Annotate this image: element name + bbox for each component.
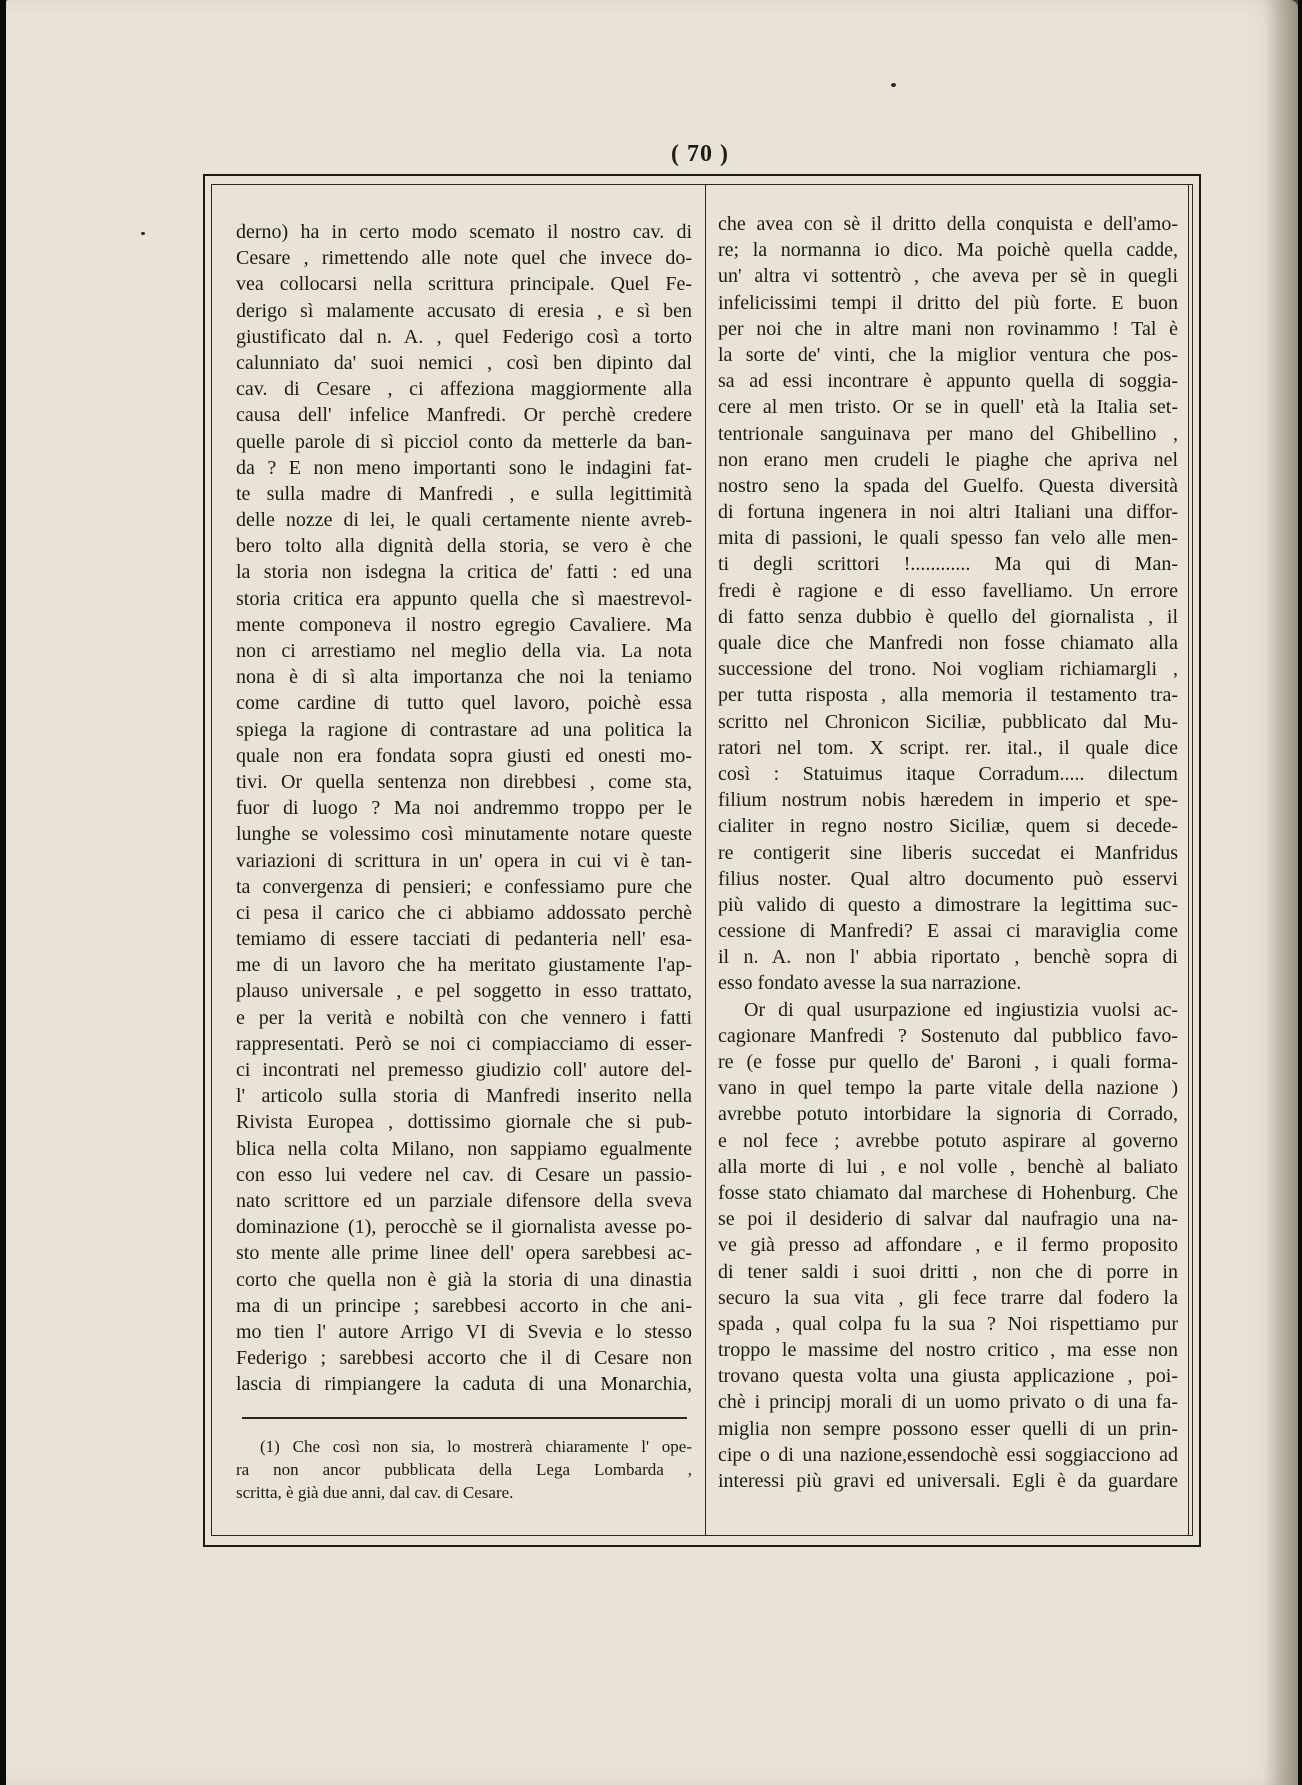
- text-line: trovano questa volta una giusta applicazione , poi-: [718, 1365, 1178, 1388]
- text-line: blica nella colta Milano, non sappiamo egualmente: [236, 1137, 692, 1160]
- text-line: ve già presso ad affondare , e il fermo proposito: [718, 1234, 1178, 1257]
- text-line: sa ad essi incontrare è appunto quella di soggia-: [718, 370, 1178, 393]
- text-line: me di un lavoro che ha meritato giustamente l'ap-: [236, 954, 692, 977]
- text-line: lascia di rimpiangere la caduta di una Monarchia,: [236, 1373, 692, 1396]
- text-line: ta convergenza di pensieri; e confessiamo pure che: [236, 875, 692, 898]
- text-line: cipe o di una nazione,essendochè essi soggiacciono ad: [718, 1443, 1178, 1466]
- text-line: cialiter in regno nostro Siciliæ, quem si decede-: [718, 815, 1178, 838]
- text-line: Or di qual usurpazione ed ingiustizia vuolsi ac-: [744, 998, 1178, 1021]
- text-line: ra non ancor pubblicata della Lega Lombarda ,: [236, 1459, 692, 1479]
- text-line: infelicissimi tempi il dritto del più forte. E buon: [718, 291, 1178, 314]
- footnote: [236, 1436, 692, 1504]
- text-line: mente componeva il nostro egregio Cavaliere. Ma: [236, 613, 692, 636]
- right-frame-rule: [1188, 184, 1189, 1536]
- text-line: plauso universale , e pel soggetto in esso trattato,: [236, 980, 692, 1003]
- text-line: storia critica era appunto quella che sì maestrevol-: [236, 587, 692, 610]
- text-line: re (e fosse pur quello de' Baroni , i quali forma-: [718, 1051, 1178, 1073]
- text-line: mo tien l' autore Arrigo VI di Svevia e lo stesso: [236, 1320, 692, 1343]
- text-line: il n. A. non l' abbia riportato , benchè sopra di: [718, 946, 1178, 969]
- column-divider: [705, 184, 706, 1536]
- text-line: filius noster. Qual altro documento può esservi: [718, 867, 1178, 890]
- text-line: l' articolo sulla storia di Manfredi inserito nella: [236, 1085, 692, 1108]
- text-line: mita di passioni, le quali spesso fan velo alle men-: [718, 527, 1178, 550]
- text-line: un' altra vi sottentrò , che aveva per sè in quegli: [718, 265, 1178, 288]
- text-line: calunniato da' suoi nemici , così ben dipinto dal: [236, 351, 692, 374]
- text-line: fuor di luogo ? Ma noi andremmo troppo per le: [236, 797, 692, 820]
- text-line: delle nozze di lei, le quali certamente niente avreb-: [236, 509, 692, 532]
- footnote-separator: [242, 1417, 687, 1419]
- text-line: avrebbe potuto intorbidare la signoria di Corrado,: [718, 1103, 1178, 1126]
- text-line: ci incontrati nel premesso giudizio coll' autore del-: [236, 1059, 692, 1081]
- ink-speck: [141, 232, 145, 235]
- text-line: fosse stato chiamato dal marchese di Hohenburg. Che: [718, 1181, 1178, 1204]
- text-line: lunghe se volessimo così minutamente notare queste: [236, 823, 692, 846]
- text-line: di fatto senza dubbio è quello del giornalista , il: [718, 605, 1178, 628]
- text-line: chè i principj morali di un uomo privato o di una fa-: [718, 1391, 1178, 1414]
- text-line: se poi il desiderio di salvar dal naufragio una na-: [718, 1208, 1178, 1231]
- text-line: successione del trono. Noi vogliam richiamargli ,: [718, 658, 1178, 681]
- text-line: cagionare Manfredi ? Sostenuto dal pubblico favo-: [718, 1024, 1178, 1047]
- text-line: derno) ha in certo modo scemato il nostro cav. di: [236, 221, 692, 243]
- text-line: dominazione (1), perocchè se il giornalista avesse po-: [236, 1216, 692, 1239]
- text-line: la storia non isdegna la critica de' fatti : ed una: [236, 561, 692, 584]
- text-line: causa dell' infelice Manfredi. Or perchè credere: [236, 404, 692, 427]
- text-line: che avea con sè il dritto della conquista e dell'amo-: [718, 213, 1178, 235]
- text-line: non ci arrestiamo nel meglio della via. La nota: [236, 640, 692, 662]
- text-line: scritta, è già due anni, dal cav. di Cesare.: [236, 1482, 514, 1502]
- text-line: cav. di Cesare , ci affeziona maggiormente alla: [236, 378, 692, 401]
- text-line: vano in quel tempo la parte vitale della nazione ): [718, 1077, 1178, 1100]
- text-line: nona è di sì alta importanza che noi la teniamo: [236, 666, 692, 689]
- text-line: più valido di questo a dimostrare la legittima suc-: [718, 893, 1178, 916]
- text-line: così : Statuimus itaque Corradum..... dilectum: [718, 762, 1178, 785]
- text-line: con esso lui vedere nel cav. di Cesare un passio-: [236, 1163, 692, 1186]
- text-line: re contigerit sine liberis succedat ei Manfridus: [718, 841, 1178, 864]
- text-line: Rivista Europea , dottissimo giornale che si pub-: [236, 1111, 692, 1134]
- text-line: di tener saldi i suoi dritti , non che di porre in: [718, 1260, 1178, 1283]
- text-line: rappresentati. Però se noi ci compiacciamo di esser-: [236, 1032, 692, 1055]
- text-line: tentrionale sanguinava per mano del Ghibellino ,: [718, 422, 1178, 445]
- text-line: fredi è ragione e di esso favelliamo. Un errore: [718, 579, 1178, 602]
- text-line: re; la normanna io dico. Ma poichè quella cadde,: [718, 239, 1178, 262]
- text-line: quale non era fondata sopra giusti ed onesti mo-: [236, 744, 692, 767]
- text-line: scritto nel Chronicon Siciliæ, pubblicato dal Mu-: [718, 710, 1178, 733]
- text-line: non erano men crudeli le piaghe che apriva nel: [718, 448, 1178, 471]
- text-line: temiamo di essere tacciati di pedanteria nell' esa-: [236, 928, 692, 951]
- right-text-column: [718, 211, 1178, 1494]
- text-line: te sulla madre di Manfredi , e sulla legittimità: [236, 482, 692, 505]
- text-line: alla morte di lui , e nol volle , benchè al baliato: [718, 1155, 1178, 1178]
- text-line: derigo sì malamente accusato di eresia , e sì ben: [236, 299, 692, 322]
- text-line: di fortuna ingenera in noi altri Italiani una diffor-: [718, 501, 1178, 524]
- text-line: e per la verità e nobiltà con che vennero i fatti: [236, 1006, 692, 1029]
- text-line: sto mente alle prime linee dell' opera sarebbesi ac-: [236, 1242, 692, 1265]
- text-line: e nol fece ; avrebbe potuto aspirare al governo: [718, 1129, 1178, 1152]
- text-line: ti degli scrittori !............ Ma qui di Man-: [718, 553, 1178, 576]
- text-line: ci pesa il carico che ci abbiamo addossato perchè: [236, 901, 692, 924]
- text-line: ratori nel tom. X script. rer. ital., il quale dice: [718, 736, 1178, 759]
- text-line: corto che quella non è già la storia di una dinastia: [236, 1268, 692, 1291]
- text-line: da ? E non meno importanti sono le indagini fat-: [236, 456, 692, 479]
- text-line: spiega la ragione di contrastare ad una politica la: [236, 718, 692, 741]
- text-line: Cesare , rimettendo alle note quel che invece do-: [236, 247, 692, 270]
- text-line: la sorte de' vinti, che la miglior ventura che pos-: [718, 343, 1178, 366]
- ink-speck: [891, 83, 896, 87]
- text-line: ma di un principe ; sarebbesi accorto in che ani-: [236, 1294, 692, 1317]
- text-line: filium nostrum nobis hæredem in imperio et spe-: [718, 789, 1178, 812]
- text-line: (1) Che così non sia, lo mostrerà chiaramente l' ope-: [260, 1437, 692, 1456]
- text-line: variazioni di scrittura in un' opera in cui vi è tan-: [236, 849, 692, 872]
- text-line: come cardine di tutto quel lavoro, poichè essa: [236, 692, 692, 715]
- text-line: miglia non sempre possono esser quelli di un prin-: [718, 1417, 1178, 1440]
- text-line: tivi. Or quella sentenza non direbbesi , come sta,: [236, 770, 692, 793]
- text-line: quale dice che Manfredi non fosse chiamato alla: [718, 632, 1178, 654]
- text-line: vea collocarsi nella scrittura principale. Quel Fe-: [236, 273, 692, 296]
- text-line: cessione di Manfredi? E assai ci maraviglia come: [718, 920, 1178, 943]
- text-line: cere al men tristo. Or se in quell' età la Italia set-: [718, 396, 1178, 419]
- text-line: Federigo ; sarebbesi accorto che il di Cesare non: [236, 1347, 692, 1370]
- text-line: troppo le massime del nostro critico , ma esse non: [718, 1339, 1178, 1362]
- text-line: esso fondato avesse la sua narrazione.: [718, 972, 1022, 995]
- page-curl-shadow: [1264, 0, 1298, 1785]
- text-line: per noi che in altre mani non rovinammo ! Tal è: [718, 317, 1178, 340]
- text-line: nato scrittore ed un parziale difensore della sveva: [236, 1189, 692, 1212]
- text-line: nostro seno la spada del Guelfo. Questa diversità: [718, 474, 1178, 497]
- left-text-column: [236, 219, 692, 1397]
- text-line: giustificato dal n. A. , quel Federigo così a torto: [236, 325, 692, 348]
- text-line: securo la sua vita , gli fece trarre dal fodero la: [718, 1286, 1178, 1309]
- page-number: ( 70 ): [671, 141, 729, 167]
- text-line: per tutta risposta , alla memoria il testamento tra-: [718, 684, 1178, 707]
- text-line: bero tolto alla dignità della storia, se vero è che: [236, 535, 692, 558]
- text-line: interessi più gravi ed universali. Egli è da guardare: [718, 1470, 1178, 1492]
- text-line: spada , qual colpa fu la sua ? Noi rispettiamo pur: [718, 1312, 1178, 1335]
- text-line: quelle parole di sì picciol conto da metterle da ban-: [236, 430, 692, 453]
